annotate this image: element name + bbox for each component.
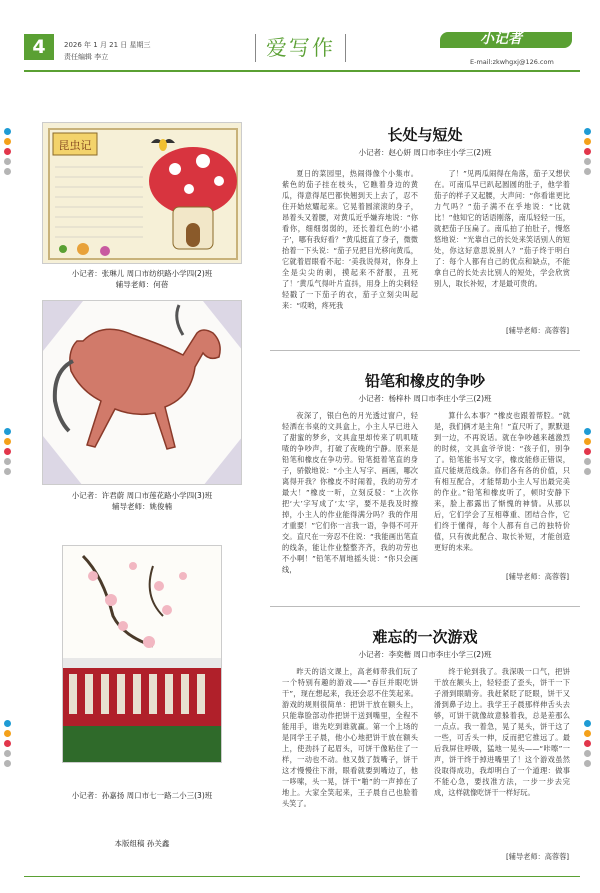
decor-dots-left-1 <box>4 128 16 178</box>
insect-diary-illustration <box>43 123 242 264</box>
artwork-1-teacher: 辅导老师：何蓓 <box>115 280 169 289</box>
article-1-body-2: 了！”见两瓜闹得在角落，茄子又想伏在。可南瓜早已趴起圆圆的肚子，他学着茄子的样子又起腰，大声问：“你看谁更比力气吗？”茄子满不在乎地说：“比就比！”他知它的话语刚落，南瓜轻轻一压，就把茄子压扁了。南瓜拍了拍肚子，慢悠悠地说：“光靠自己的长处来笑话别人的短处，你这好意思说别人？”茄子终于明白了：每个人都有自己的优点和缺点，不能拿自己的长处去比别人的短处，学会欣赏别人，取长补短，才是最可贵的。 <box>434 169 570 288</box>
artwork-2-caption <box>62 490 222 512</box>
section-title: 爱写作 <box>255 34 346 62</box>
artwork-2-teacher: 辅导老师：姚俊楠 <box>112 502 172 511</box>
responsible-editor: 责任编辑 李立 <box>64 53 109 61</box>
svg-text:昆虫记: 昆虫记 <box>58 139 92 152</box>
article-1-column-2 <box>434 168 570 318</box>
artwork-1-caption <box>62 268 222 290</box>
article-3-body-1: 昨天的语文课上，高老师带我们玩了一个特别有趣的游戏——“吞巨并眼吃饼干”，现在想起来，我还会忍不住笑起来。游戏的规则很简单：把饼干放在额头上，只能靠脸部动作把饼干送到嘴里，全程不能用手，谁先吃到谁就赢。第一个上场的是同学王子晨，他小心地把饼干放在额头上，使劲抖了起眉头，可饼干像粘住了一样，一动也不动。他又鼓了鼓嘴子，饼干这才慢慢往下滑，眼看就要到嘴边了，他一哆嗦，头一晃，饼干“啪”的一声掉在了地上。大家全笑起来，王子晨自己也脸着头笑了。 <box>282 667 418 808</box>
article-1-column-1 <box>282 168 418 340</box>
brand-logo: 小记者 <box>480 31 522 47</box>
article-2-body-1: 夜深了，银白色的月光透过窗户，轻轻洒在书桌的文具盒上，小主人早已进入了甜蜜的梦乡，文具盒里却传来了叽叽喳喳的争吵声，打破了夜晚的宁静。原来是铅笔和橡皮在争功劳。铅笔挺着笔直的身子，骄傲地说：“小主人写字、画画，哪次离得开我？你橡皮不时闹着，我的功劳才最大！”橡皮一听，立刻反驳：“上次你把‘大’字写成了‘太’字，要不是我及时擦掉，小主人的作业能得满分吗？我的作用才重要！”它们你一言我一语，争得不可开交。直尺在一旁忍不住说：“我能画出笔直的线条，能让作业整整齐齐，我的功劳也不小啊！”铅笔不屑地摇头说：“你只会画线， <box>282 411 418 574</box>
article-2-body-2: 算什么本事？”橡皮也跟着帮腔。“就是，我们俩才是主角！”直尺听了，默默退到一边，不再说话。就在争吵越来越激烈的时候，文具盒爷爷说：“孩子们，别争了。铅笔能书写文字，橡皮能修正错误，直尺能规范线条。你们各有各的价值，只有相互配合，才能帮助小主人写出最完美的作业。”铅笔和橡皮听了，顿时安静下来，脸上都露出了惭愧的神情。从那以后，它们学会了互相尊重、团结合作，它们终于懂得，每个人都有自己的独特价值，只有彼此配合、取长补短，才能创造更好的未来。 <box>434 411 570 552</box>
decor-dots-right-2 <box>584 428 596 478</box>
article-2-title: 铅笔和橡皮的争吵 <box>364 372 485 390</box>
article-3-column-2 <box>434 666 570 816</box>
artwork-horse <box>42 300 242 485</box>
artwork-3-caption <box>62 790 222 801</box>
plum-blossom-illustration <box>63 546 222 763</box>
decor-dots-left-2 <box>4 428 16 478</box>
article-3-column-1 <box>282 666 418 864</box>
article-1-title: 长处与短处 <box>387 126 463 144</box>
edit-credit: 本版组稿 孙关鑫 <box>114 839 170 848</box>
article-2-column-1 <box>282 410 418 586</box>
article-1-byline: 小记者：赵心妍 周口市李庄小学三(2)班 <box>358 148 492 157</box>
page-number: 4 <box>24 34 54 60</box>
article-2-column-2 <box>434 410 570 575</box>
artwork-1-author: 小记者：张琳儿 周口市纺织路小学四(2)班 <box>71 269 213 278</box>
decor-dots-left-3 <box>4 720 16 770</box>
article-2-byline: 小记者：杨梓朴 周口市李庄小学三(2)班 <box>358 394 492 403</box>
issue-date: 2026 年 1 月 21 日 星期三 <box>64 41 151 49</box>
decor-dots-right-1 <box>584 128 596 178</box>
page-header <box>0 0 600 70</box>
artwork-3-author: 小记者：孙嘉扬 周口市七一路二小三(3)班 <box>71 791 213 800</box>
decor-dots-right-3 <box>584 720 596 770</box>
article-divider-1 <box>270 350 580 351</box>
artwork-plum-blossom <box>62 545 222 763</box>
footer-divider <box>24 876 580 877</box>
artwork-insect-diary <box>42 122 242 264</box>
article-3-teacher: [辅导老师：高蓉蓉] <box>506 852 570 861</box>
article-1-teacher: [辅导老师：高蓉蓉] <box>506 326 570 335</box>
horse-illustration <box>43 301 242 485</box>
header-divider <box>24 70 580 72</box>
article-2-teacher: [辅导老师：高蓉蓉] <box>506 572 570 581</box>
article-3-byline: 小记者：李奕楷 周口市李庄小学三(2)班 <box>358 650 492 659</box>
article-3-body-2: 终于轮到我了。我深吸一口气，把饼干放在额头上，轻轻歪了歪头，饼干一下子滑到眼睛旁。我赶紧眨了眨眼，饼干又滑到鼻子边上。我学王子晨那样伸舌头去够，可饼干就像故意躲着我，总是差那么一点点。我一着急，晃了晃头，饼干这了一些，可舌头一伸，反而把它推远了。最后我屏住呼吸，猛地一晃头——“咔嚓”一声，饼干终于掉进嘴里了！这个游戏虽然没取得成功，我却明白了一个道理：做事不能心急，要找准方法，一步一步去完成，这样就像吃饼干一样好玩。 <box>434 667 570 797</box>
contact-email: E-mail:zkwhgxj@126.com <box>470 58 554 66</box>
artwork-2-author: 小记者：许君蔚 周口市莲花路小学四(3)班 <box>71 491 213 500</box>
article-divider-2 <box>270 606 580 607</box>
article-3-title: 难忘的一次游戏 <box>372 628 478 646</box>
article-1-body-1: 夏日的菜园里，热闹得像个小集市。紫色的茄子挂在枝头，它瞧着身边的黄瓜，得意得尾巴都快翘到天上去了，忍不住开始炫耀起来。它晃着圆滚滚的身子，昂着头又着腰，对黄瓜近乎嫌弃地说：“你看你，细细弱弱的，还长着红色的‘小裙子’，哪有我好看？”黄瓜挺直了身子，微微抬着一下头说：“茄子兄把目光移向黄瓜，它就着眉眼看不起：‘美我说得对，你身上全是尖尖的刺，摸起来不舒服，丑死了！’黄瓜气得叶片直抖，用身上的尖刺轻轻戳了一下茄子的衣，茄子立刻尖叫起来：“哎哟，疼死我 <box>282 169 418 310</box>
